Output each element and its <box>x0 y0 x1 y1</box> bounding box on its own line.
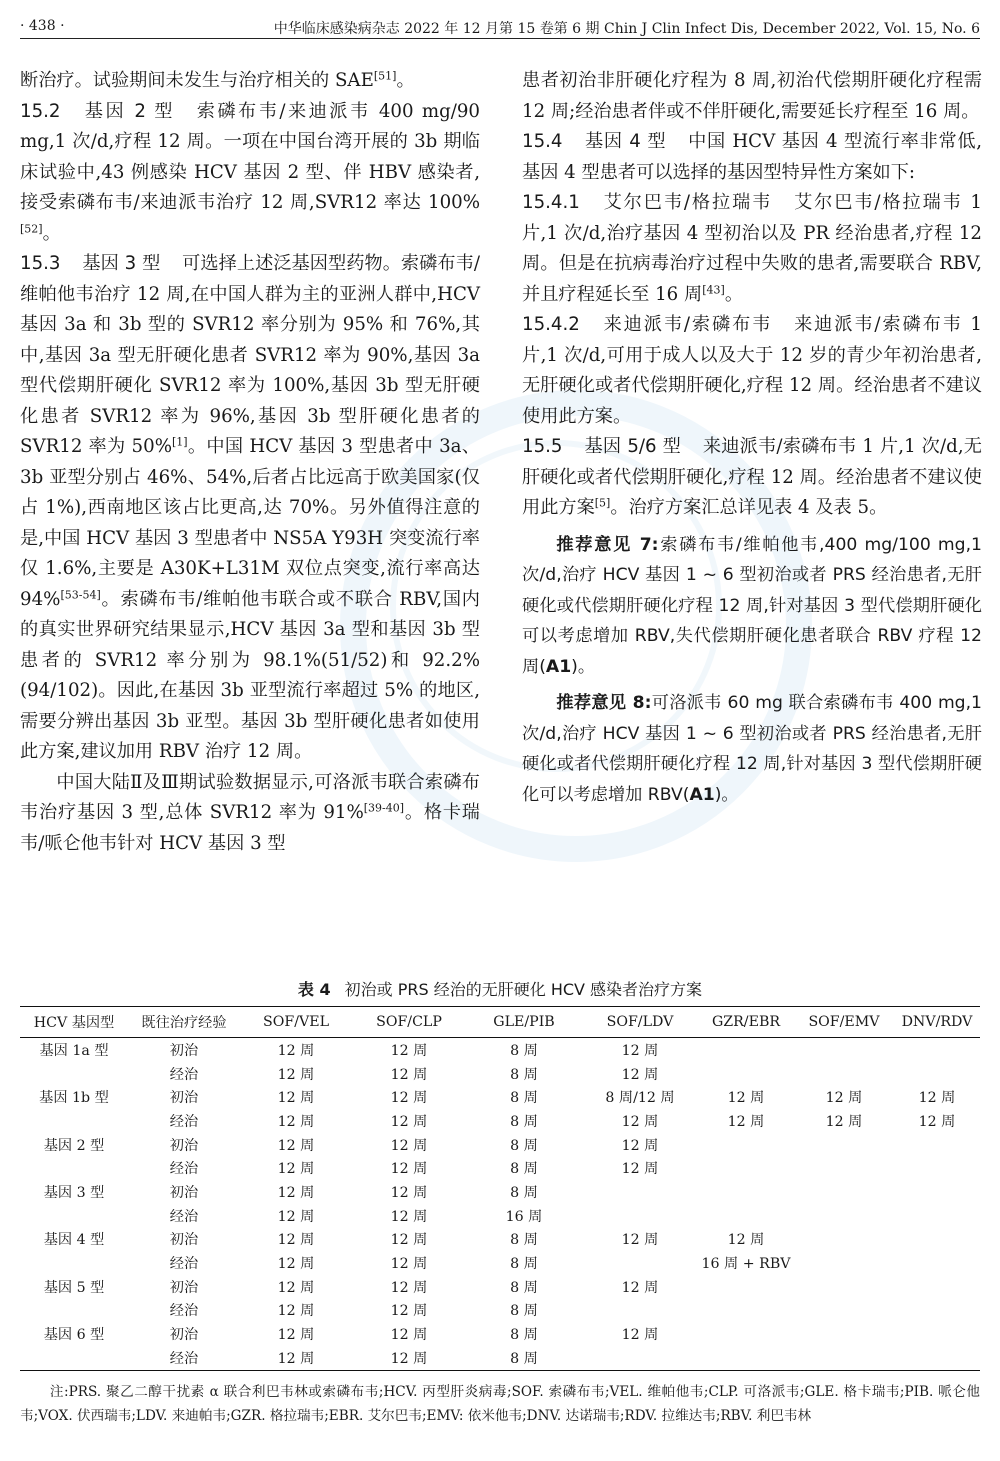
column-header: SOF/LDV <box>582 1007 698 1038</box>
table-cell: 12 周 <box>621 1066 659 1083</box>
table-cell: 经治 <box>169 1161 199 1178</box>
table-caption <box>20 977 980 1000</box>
table-cell: 12 周 <box>621 1137 659 1154</box>
table-cell: 12 周 <box>621 1327 659 1344</box>
table-cell: 12 周 <box>390 1161 428 1178</box>
table-cell <box>582 1204 698 1228</box>
table-cell: 经治 <box>169 1208 199 1225</box>
table-cell <box>794 1062 894 1086</box>
section-title: 艾尔巴韦/格拉瑞韦 <box>601 192 773 213</box>
section-title: 基因 4 型 <box>584 131 667 152</box>
table-row <box>20 1275 980 1299</box>
table-cell: 12 周 <box>727 1113 765 1130</box>
table-cell <box>698 1156 794 1180</box>
table-cell <box>794 1299 894 1323</box>
table-cell <box>20 1156 128 1180</box>
table-cell: 基因 1a 型 <box>39 1042 109 1059</box>
table-cell <box>894 1156 980 1180</box>
section-15-4-1: 15.4.1 艾尔巴韦/格拉瑞韦 艾尔巴韦/格拉瑞韦 1 片,1 次/d,治疗基因 4 型初治以及 PR 经治患者,疗程 12 周。但是在抗病毒治疗过程中失败的患者,需要联合 RBV,并且疗程延长至 16 周[43]。 <box>522 192 982 305</box>
table-cell <box>894 1062 980 1086</box>
citation: [1] <box>171 435 188 449</box>
column-header: SOF/CLP <box>352 1007 466 1038</box>
section-15-5: 15.5 基因 5/6 型 来迪派韦/索磷布韦 1 片,1 次/d,无肝硬化或者代偿期肝硬化,疗程 12 周。经治患者不建议使用此方案[5]。治疗方案汇总详见表 4 及表 5。 <box>522 436 982 518</box>
table-footnote: 注:PRS. 聚乙二醇干扰素 α 联合利巴韦林或索磷布韦;HCV. 丙型肝炎病毒;SOF. 索磷布韦;VEL. 维帕他韦;CLP. 可洛派韦;GLE. 格卡瑞韦;PIB. 哌仑他韦;VOX. 伏西瑞韦;LDV. 来迪帕韦;GZR. 格拉瑞韦;EBR. 艾尔巴韦;EMV: 依米他韦;DNV. 达诺瑞韦;RDV. 拉维达韦;RBV. 利巴韦林 <box>20 1384 980 1424</box>
table-cell: 12 周 <box>727 1090 765 1107</box>
section-number: 15.4 <box>522 131 563 152</box>
table-cell: 12 周 <box>277 1090 315 1107</box>
table-cell <box>20 1299 128 1323</box>
column-header: HCV 基因型 <box>20 1007 128 1038</box>
citation: [52] <box>20 221 43 235</box>
table-cell: 12 周 <box>621 1042 659 1059</box>
table-cell <box>894 1228 980 1252</box>
table-cell <box>582 1180 698 1204</box>
section-15-3: 15.3 基因 3 型 可选择上述泛基因型药物。索磷布韦/维帕他韦治疗 12 周,在中国人群为主的亚洲人群中,HCV 基因 3a 和 3b 型的 SVR12 率分别为 95% 和 76%,其中,基因 3a 型无肝硬化患者 SVR12 率为 90%,基因 3a 型代偿期肝硬化 SVR12 率为 100%,基因 3b 型无肝硬化患者 SVR12 率为 96%,基因 3b 型肝硬化患者的 SVR12 率为 50%[1]。中国 HCV 基因 3 型患者中 3a、3b 亚型分别占 46%、54%,后者占比远高于欧美国家(仅占 1%),西南地区该占比更高,达 70%。另外值得注意的是,中国 HCV 基因 3 型患者中 NS5A Y93H 突变流行率仅 1.6%,主要是 A30K+L31M 双位点突变,流行率高达 94%[53-54]。索磷布韦/维帕他韦联合或不联合 RBV,国内的真实世界研究结果显示,HCV 基因 3a 型和基因 3b 型患者的 SVR12 率分别为 98.1%(51/52)和 92.2%(94/102)。因此,在基因 3b 亚型流行率超过 5% 的地区,需要分辨出基因 3b 亚型。基因 3b 型肝硬化患者如使用此方案,建议加用 RBV 治疗 12 周。 <box>20 253 480 762</box>
table-cell <box>582 1346 698 1370</box>
section-title: 来迪派韦/索磷布韦 <box>601 314 773 335</box>
recommendation-8: 推荐意见 8:可洛派韦 60 mg 联合索磷布韦 400 mg,1 次/d,治疗 HCV 基因 1 ~ 6 型初治或者 PRS 经治患者,无肝硬化或者代偿期肝硬化疗程 12 周,针对基因 3 型代偿期肝硬化可以考虑增加 RBV(A1)。 <box>522 693 982 805</box>
section-number: 15.4.2 <box>522 314 580 335</box>
column-header: 既往治疗经验 <box>128 1007 240 1038</box>
table-cell <box>698 1038 794 1062</box>
table-cell: 12 周 <box>390 1137 428 1154</box>
table-cell: 12 周 <box>825 1090 863 1107</box>
treatment-table <box>20 1006 980 1371</box>
table-row <box>20 1322 980 1346</box>
table-cell <box>20 1251 128 1275</box>
table-cell: 12 周 <box>390 1303 428 1320</box>
table-cell: 12 周 <box>277 1113 315 1130</box>
table-cell <box>698 1133 794 1157</box>
table-cell <box>894 1275 980 1299</box>
table-cell: 12 周 <box>390 1113 428 1130</box>
citation: [5] <box>594 496 611 510</box>
table-cell: 12 周 <box>352 1346 466 1370</box>
table-cell: 8 周 <box>510 1066 538 1083</box>
table-cell <box>794 1156 894 1180</box>
table-cell: 12 周 <box>621 1232 659 1249</box>
table-row <box>20 1133 980 1157</box>
table-cell: 经治 <box>128 1346 240 1370</box>
paragraph: 患者初治非肝硬化疗程为 8 周,初治代偿期肝硬化疗程需 12 周;经治患者伴或不伴肝硬化,需要延长疗程至 16 周。 <box>522 70 982 122</box>
citation: [51] <box>373 69 397 83</box>
table-cell <box>894 1038 980 1062</box>
column-header: GLE/PIB <box>466 1007 582 1038</box>
table-cell: 初治 <box>169 1137 199 1154</box>
section-15-2: 15.2 基因 2 型 索磷布韦/来迪派韦 400 mg/90 mg,1 次/d,疗程 12 周。一项在中国台湾开展的 3b 期临床试验中,43 例感染 HCV 基因 2 型、伴 HBV 感染者,接受索磷布韦/来迪派韦治疗 12 周,SVR12 率达 100%[52]。 <box>20 100 480 244</box>
table-cell: 12 周 <box>390 1256 428 1273</box>
table-cell: 12 周 <box>621 1279 659 1296</box>
table-cell: 16 周 <box>505 1208 543 1225</box>
table-row <box>20 1085 980 1109</box>
table-cell: 12 周 <box>621 1161 659 1178</box>
table-row <box>20 1228 980 1252</box>
section-number: 15.4.1 <box>522 192 580 213</box>
table-cell: 初治 <box>169 1327 199 1344</box>
table-cell <box>582 1299 698 1323</box>
table-cell: 12 周 <box>390 1090 428 1107</box>
citation: [53-54] <box>60 587 101 601</box>
table-cell <box>698 1346 794 1370</box>
section-title: 基因 3 型 <box>82 253 161 274</box>
table-cell <box>794 1038 894 1062</box>
table-cell: 16 周 + RBV <box>701 1256 791 1273</box>
section-title: 基因 2 型 <box>82 100 175 122</box>
table-cell: 8 周 <box>510 1232 538 1249</box>
table-cell: 经治 <box>169 1303 199 1320</box>
table-cell <box>582 1251 698 1275</box>
journal-title: 中华临床感染病杂志 2022 年 12 月第 15 卷第 6 期 Chin J Clin Infect Dis, December 2022, Vol. 15, No. 6 <box>273 21 980 37</box>
right-column <box>522 66 982 816</box>
table-cell: 12 周 <box>727 1232 765 1249</box>
table-cell: 12 周 <box>918 1090 956 1107</box>
table-cell <box>794 1275 894 1299</box>
table-cell: 8 周 <box>510 1184 538 1201</box>
table-cell: 8 周 <box>510 1279 538 1296</box>
table-cell: 经治 <box>169 1113 199 1130</box>
table-cell: 初治 <box>169 1090 199 1107</box>
table-cell <box>698 1322 794 1346</box>
left-column <box>20 66 480 859</box>
table-row <box>20 1038 980 1062</box>
evidence-grade: A1 <box>545 656 572 677</box>
table-row <box>20 1251 980 1275</box>
table-cell: 8 周 <box>510 1256 538 1273</box>
table-cell: 12 周 <box>277 1279 315 1296</box>
table-cell <box>794 1228 894 1252</box>
table-cell: 12 周 <box>390 1279 428 1296</box>
table-cell: 基因 4 型 <box>43 1232 105 1249</box>
table-cell <box>698 1180 794 1204</box>
table-cell <box>894 1251 980 1275</box>
table-cell: 12 周 <box>390 1066 428 1083</box>
running-header <box>20 12 980 39</box>
table-cell: 12 周 <box>390 1327 428 1344</box>
table-cell: 初治 <box>169 1042 199 1059</box>
table-cell: 基因 6 型 <box>43 1327 105 1344</box>
table-cell: 8 周 <box>510 1303 538 1320</box>
evidence-grade: A1 <box>689 784 715 805</box>
table-cell <box>894 1204 980 1228</box>
table-cell: 12 周 <box>390 1184 428 1201</box>
table-cell <box>698 1062 794 1086</box>
table-cell: 12 周 <box>277 1256 315 1273</box>
section-number: 15.3 <box>20 253 61 274</box>
table-cell: 8 周 <box>466 1346 582 1370</box>
table-cell <box>20 1062 128 1086</box>
column-header: SOF/EMV <box>794 1007 894 1038</box>
table-cell: 12 周 <box>277 1303 315 1320</box>
table-cell <box>794 1322 894 1346</box>
table-cell: 12 周 <box>277 1232 315 1249</box>
table-cell: 12 周 <box>277 1042 315 1059</box>
recommendation-7: 推荐意见 7:索磷布韦/维帕他韦,400 mg/100 mg,1 次/d,治疗 HCV 基因 1 ~ 6 型初治或者 PRS 经治患者,无肝硬化或代偿期肝硬化疗程 12 周,针对基因 3 型代偿期肝硬化可以考虑增加 RBV,失代偿期肝硬化患者联合 RBV 疗程 12 周(A1)。 <box>522 534 982 677</box>
table-cell: 12 周 <box>240 1346 352 1370</box>
table-cell <box>20 1346 128 1370</box>
table-cell <box>794 1204 894 1228</box>
column-header: DNV/RDV <box>894 1007 980 1038</box>
table-cell <box>698 1275 794 1299</box>
table-cell: 8 周 <box>510 1090 538 1107</box>
table-row <box>20 1109 980 1133</box>
table-header-row <box>20 1007 980 1038</box>
table-cell <box>698 1299 794 1323</box>
section-title: 基因 5/6 型 <box>584 436 681 457</box>
table-cell: 8 周 <box>510 1161 538 1178</box>
table-cell: 12 周 <box>825 1113 863 1130</box>
table-cell <box>794 1180 894 1204</box>
table-title: 初治或 PRS 经治的无肝硬化 HCV 感染者治疗方案 <box>344 980 703 999</box>
paragraph: 断治疗。试验期间未发生与治疗相关的 SAE[51]。 <box>20 69 415 91</box>
table-cell: 8 周 <box>510 1042 538 1059</box>
table-cell: 初治 <box>169 1184 199 1201</box>
table-cell <box>20 1109 128 1133</box>
table-cell: 12 周 <box>277 1327 315 1344</box>
table-cell: 8 周 <box>510 1327 538 1344</box>
table-cell <box>794 1133 894 1157</box>
table-cell <box>894 1346 980 1370</box>
table-cell: 基因 1b 型 <box>39 1090 109 1107</box>
table-cell: 12 周 <box>277 1137 315 1154</box>
table-row <box>20 1062 980 1086</box>
section-number: 15.2 <box>20 100 61 122</box>
table-cell: 12 周 <box>277 1208 315 1225</box>
table-cell: 12 周 <box>277 1161 315 1178</box>
table-row <box>20 1204 980 1228</box>
table-cell <box>794 1346 894 1370</box>
table-number: 表 4 <box>297 980 331 999</box>
table-cell <box>894 1322 980 1346</box>
table-cell: 经治 <box>169 1256 199 1273</box>
table-row <box>20 1156 980 1180</box>
table-cell <box>20 1204 128 1228</box>
table-cell <box>698 1204 794 1228</box>
table-cell: 12 周 <box>918 1113 956 1130</box>
table-row <box>20 1299 980 1323</box>
section-15-4-2: 15.4.2 来迪派韦/索磷布韦 来迪派韦/索磷布韦 1 片,1 次/d,可用于成人以及大于 12 岁的青少年初治患者,无肝硬化或者代偿期肝硬化,疗程 12 周。经治患者不建议使用此方案。 <box>522 314 982 427</box>
page-number: · 438 · <box>20 18 65 34</box>
section-15-4: 15.4 基因 4 型 中国 HCV 基因 4 型流行率非常低,基因 4 型患者可以选择的基因型特异性方案如下: <box>522 131 983 183</box>
section-number: 15.5 <box>522 436 563 457</box>
table-row <box>20 1346 980 1370</box>
citation: [43] <box>702 282 725 296</box>
citation: [39-40] <box>363 801 405 815</box>
recommendation-heading: 推荐意见 8: <box>556 693 652 713</box>
table-cell: 12 周 <box>277 1066 315 1083</box>
table-cell: 12 周 <box>277 1184 315 1201</box>
table-cell: 8 周 <box>510 1113 538 1130</box>
table-cell: 12 周 <box>390 1232 428 1249</box>
table-cell: 12 周 <box>390 1042 428 1059</box>
table-cell: 基因 2 型 <box>43 1137 105 1154</box>
table-cell: 12 周 <box>390 1208 428 1225</box>
table-cell: 基因 5 型 <box>43 1279 105 1296</box>
table-cell <box>894 1133 980 1157</box>
column-header: SOF/VEL <box>240 1007 352 1038</box>
table-cell <box>794 1251 894 1275</box>
table-cell: 初治 <box>169 1232 199 1249</box>
table-cell <box>894 1299 980 1323</box>
table-cell: 8 周/12 周 <box>605 1090 675 1107</box>
paragraph: 中国大陆Ⅱ及Ⅲ期试验数据显示,可洛派韦联合索磷布韦治疗基因 3 型,总体 SVR12 率为 91%[39-40]。格卡瑞韦/哌仑他韦针对 HCV 基因 3 型 <box>20 771 480 854</box>
table-row <box>20 1180 980 1204</box>
recommendation-heading: 推荐意见 7: <box>556 534 659 555</box>
column-header: GZR/EBR <box>698 1007 794 1038</box>
table-cell: 8 周 <box>510 1137 538 1154</box>
table-cell: 经治 <box>169 1066 199 1083</box>
table-cell: 基因 3 型 <box>43 1184 105 1201</box>
table-cell: 初治 <box>169 1279 199 1296</box>
table-cell <box>894 1180 980 1204</box>
table-cell: 12 周 <box>621 1113 659 1130</box>
